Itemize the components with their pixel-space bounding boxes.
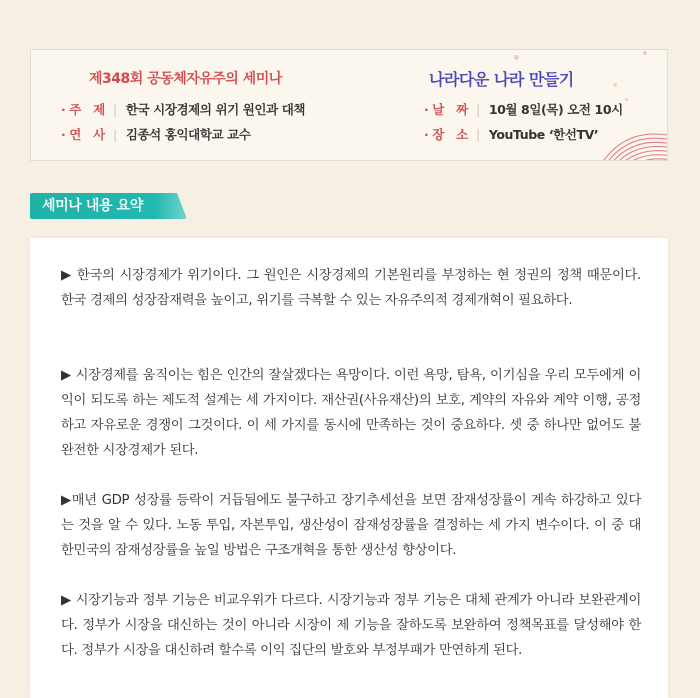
summary-paragraph: ▶ 한국의 시장경제가 위기이다. 그 원인은 시장경제의 기본원리를 부정하는 현 정권의 정책 때문이다. 한국 경제의 성장잠재력을 높이고, 위기를 극복할 수 있는 자유주의적 경제개혁이 필요하다.	[61, 268, 641, 308]
decorative-dot	[625, 98, 628, 101]
topic-value: 한국 시장경제의 위기 원인과 대책	[125, 102, 306, 117]
topic-label: · 주 제	[61, 102, 105, 117]
speaker-value: 김종석 홍익대학교 교수	[125, 127, 251, 142]
slogan: 나라다운 나라 만들기	[429, 70, 574, 89]
separator: |	[113, 126, 117, 142]
section-title-tab: 세미나 내용 요약	[30, 193, 186, 219]
decorative-dot	[643, 51, 647, 55]
speaker-label: · 연 사	[61, 127, 105, 142]
summary-paragraph: ▶매년 GDP 성장률 등락이 거듭됨에도 불구하고 장기추세선을 보면 잠재성장률이 계속 하강하고 있다는 것을 알 수 있다. 노동 투입, 자본투입, 생산성이 잠재성장률을 결정하는 세 가지 변수이다. 이 중 대한민국의 잠재성장률을 높일 방법은 구조개혁을 통한 생산성 향상이다.	[61, 493, 641, 558]
decorative-dot	[514, 55, 519, 60]
decorative-arcs	[587, 112, 668, 161]
separator: |	[113, 101, 117, 117]
date-value: 10월 8일(목) 오전 10시	[488, 102, 623, 117]
seminar-title: 제348회 공동체자유주의 세미나	[89, 71, 282, 87]
summary-paragraph: ▶ 시장기능과 정부 기능은 비교우위가 다르다. 시장기능과 정부 기능은 대체 관계가 아니라 보완관계이다. 정부가 시장을 대신하는 것이 아니라 시장이 제 기능을 잘하도록 보완하여 정책목표를 달성해야 한다. 정부가 시장을 대신하려 할수록 이익 집단의 발호와 부정부패가 만연하게 된다.	[61, 593, 641, 658]
date-label: · 날 짜	[424, 102, 468, 117]
summary-content-box	[30, 238, 668, 698]
decorative-dot	[613, 83, 617, 87]
separator: |	[476, 101, 480, 117]
place-value: YouTube ‘한선TV’	[488, 127, 599, 142]
place-label: · 장 소	[424, 127, 468, 142]
place-row	[424, 125, 598, 143]
summary-paragraph: ▶ 시장경제를 움직이는 힘은 인간의 잘살겠다는 욕망이다. 이런 욕망, 탐욕, 이기심을 우리 모두에게 이익이 되도록 하는 제도적 설계는 세 가지이다. 재산권(사유재산)의 보호, 계약의 자유와 계약 이행, 공정하고 자유로운 경쟁이 그것이다. 이 세 가지를 동시에 만족하는 것이 중요하다. 셋 중 하나만 없어도 불완전한 시장경제가 된다.	[61, 368, 641, 458]
speaker-row	[61, 125, 250, 143]
topic-row	[61, 100, 305, 118]
separator: |	[476, 126, 480, 142]
seminar-info-box	[30, 49, 668, 161]
